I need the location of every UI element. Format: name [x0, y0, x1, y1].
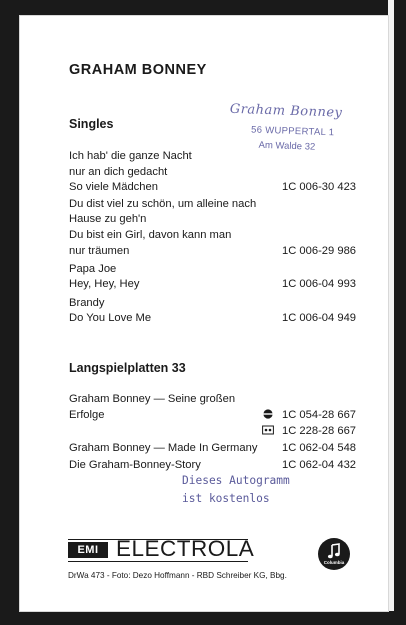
autograph-note-line: Dieses Autogramm [182, 474, 290, 487]
lp-catalog-number: 1C 054-28 667 [282, 409, 357, 421]
lp-catalog-number: 1C 062-04 548 [282, 442, 357, 454]
lp-catalog-number: 1C 062-04 432 [282, 459, 357, 471]
singles-heading: Singles [69, 117, 114, 131]
single-title-line: nur träumen [69, 245, 130, 257]
autograph-note-line: ist kostenlos [182, 492, 270, 505]
single-catalog-number: 1C 006-29 986 [282, 245, 357, 257]
artist-name: GRAHAM BONNEY [69, 62, 207, 78]
stamp-city: 56 WUPPERTAL 1 [250, 124, 335, 139]
single-title-line: So viele Mädchen [69, 181, 158, 193]
columbia-logo [318, 538, 350, 570]
logo-rule-bottom [68, 561, 248, 562]
single-catalog-number: 1C 006-04 949 [282, 312, 357, 324]
single-title-line: Brandy [69, 297, 105, 309]
music-note-icon [327, 543, 341, 561]
lp-heading: Langspielplatten 33 [69, 361, 186, 375]
columbia-label: Columbia [323, 560, 345, 565]
single-title-line: Du bist ein Girl, davon kann man [69, 229, 232, 241]
lp-catalog-number: 1C 228-28 667 [282, 425, 357, 437]
emi-logo: EMI [68, 542, 108, 558]
autograph-free-stamp [182, 472, 290, 508]
autograph-card [20, 16, 388, 611]
stamp-street: Am Walde 32 [258, 139, 316, 153]
stamp-name: Graham Bonney [229, 101, 343, 121]
electrola-logo: ELECTROLA [116, 536, 255, 561]
card-edge [388, 0, 394, 611]
address-stamp [224, 102, 366, 167]
record-icon [262, 409, 274, 419]
cassette-icon [262, 425, 274, 435]
single-title-line: Du dist viel zu schön, um alleine nach [69, 198, 257, 210]
single-title-line: Papa Joe [69, 263, 117, 275]
single-title-line: Do You Love Me [69, 312, 152, 324]
single-title-line: Hey, Hey, Hey [69, 278, 140, 290]
lp-title-line: Die Graham-Bonney-Story [69, 459, 201, 471]
lp-title-line: Graham Bonney — Made In Germany [69, 442, 258, 454]
footer-credits: DrWa 473 - Foto: Dezo Hoffmann - RBD Schreiber KG, Bbg. [68, 571, 287, 580]
single-title-line: Hause zu geh'n [69, 213, 147, 225]
lp-title-line: Graham Bonney — Seine großen [69, 393, 236, 405]
lp-title-line: Erfolge [69, 409, 105, 421]
single-title-line: Ich hab' die ganze Nacht [69, 150, 192, 162]
single-title-line: nur an dich gedacht [69, 166, 168, 178]
single-catalog-number: 1C 006-30 423 [282, 181, 357, 193]
single-catalog-number: 1C 006-04 993 [282, 278, 357, 290]
